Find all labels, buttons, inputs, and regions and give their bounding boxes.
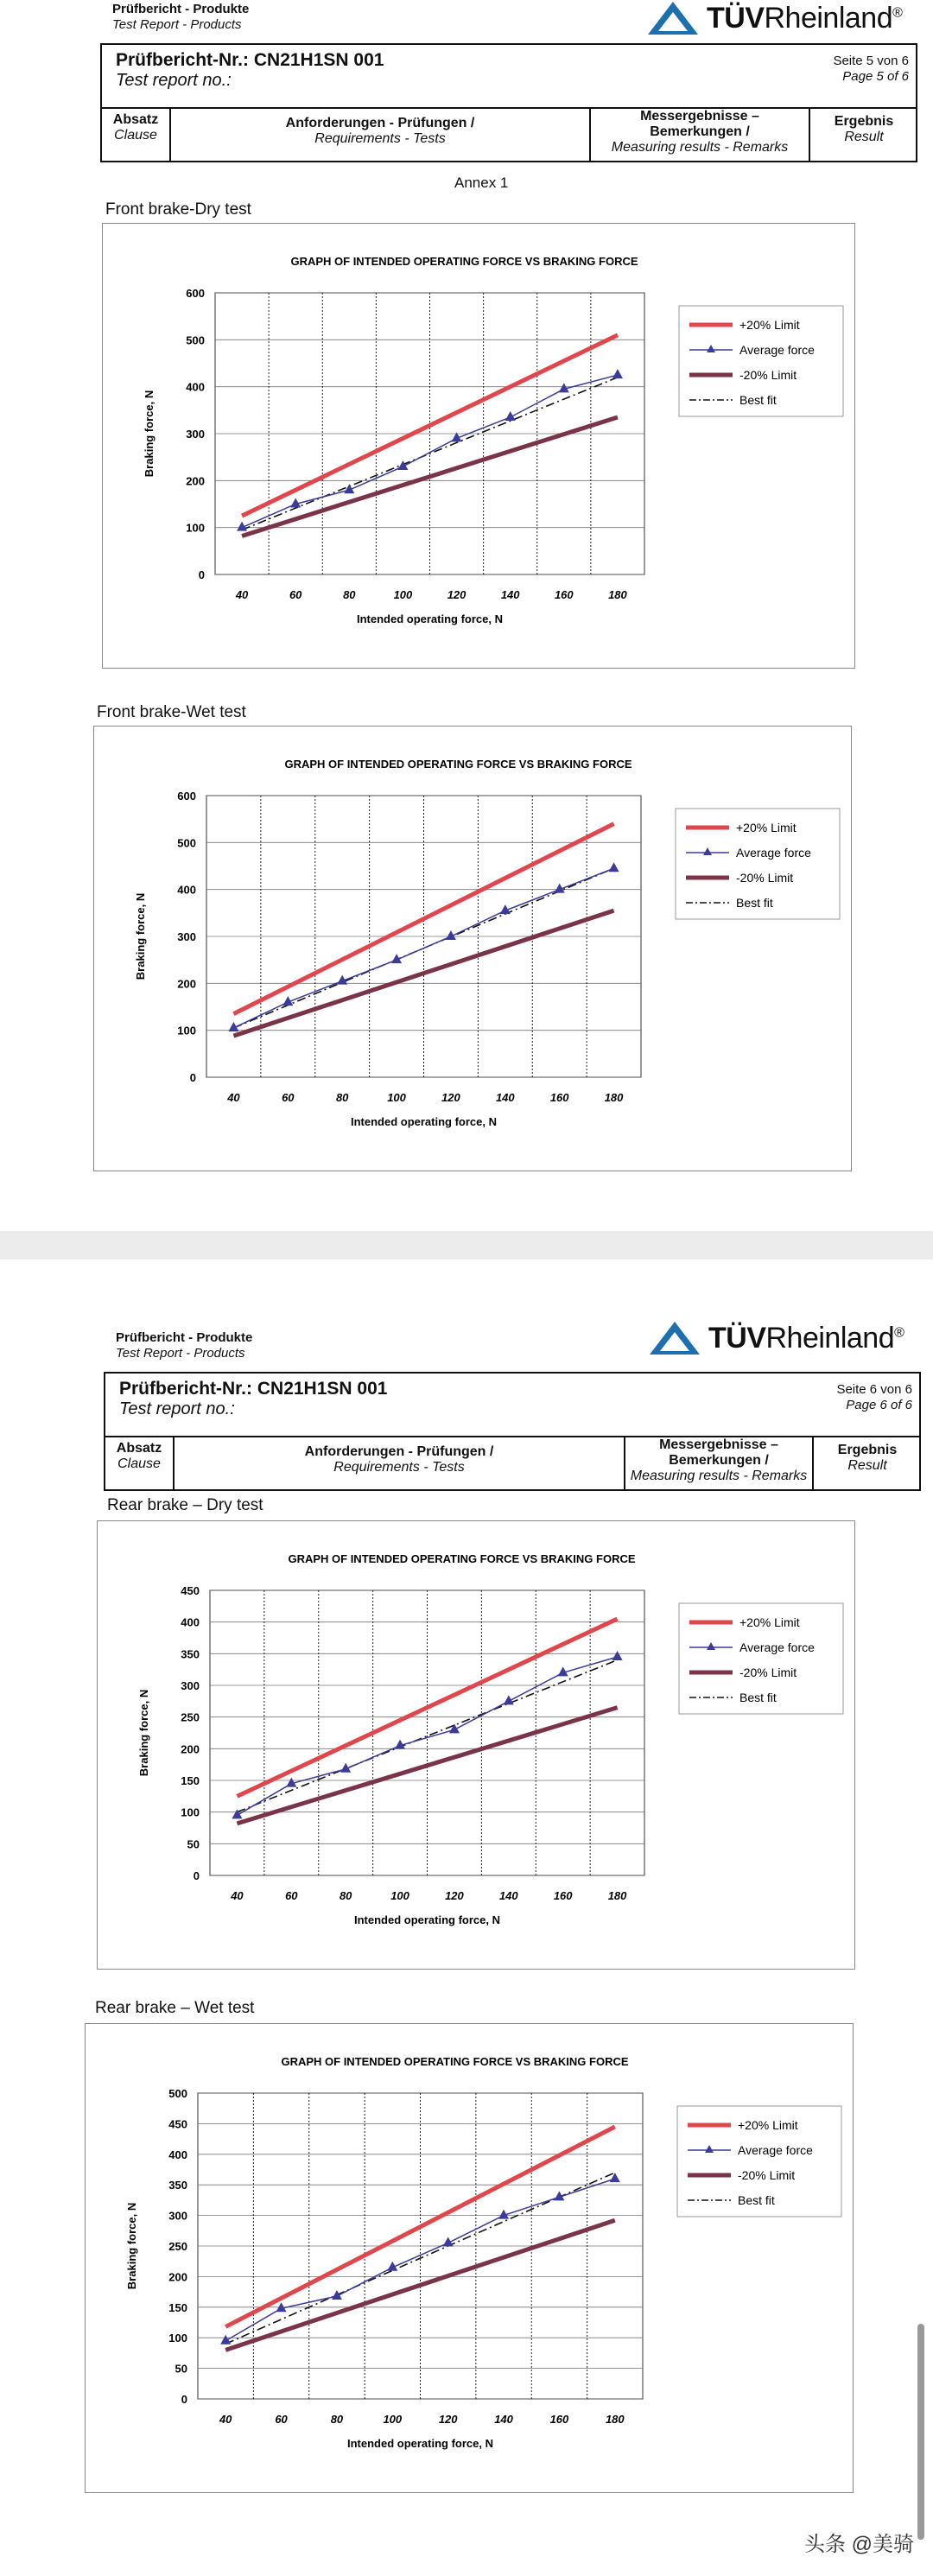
y-tick-label: 400	[177, 883, 196, 897]
measuring-de2: Bemerkungen /	[650, 124, 750, 139]
x-tick-label: 140	[498, 1889, 518, 1902]
x-tick-label: 120	[441, 1091, 460, 1104]
result-header	[810, 114, 917, 145]
legend-label: -20% Limit	[739, 1666, 797, 1679]
average-force-point	[612, 1651, 623, 1660]
y-tick-label: 350	[168, 2179, 187, 2192]
chart-svg	[94, 726, 853, 1172]
tuv-triangle-icon	[648, 1320, 701, 1356]
x-tick-label: 100	[383, 2413, 403, 2426]
chart-rear-wet	[85, 2023, 854, 2493]
x-tick-label: 40	[231, 1889, 244, 1902]
y-axis-label: Braking force, N	[143, 390, 156, 478]
report-type-de: Prüfbericht - Produkte	[112, 2, 250, 16]
result-de: Ergebnis	[834, 114, 894, 129]
x-tick-label: 80	[330, 2413, 344, 2426]
page-number-en: Page 5 of 6	[842, 69, 909, 84]
y-tick-label: 0	[181, 2393, 187, 2406]
x-tick-label: 180	[604, 1091, 624, 1104]
requirements-de: Anforderungen - Prüfungen /	[285, 116, 475, 130]
measuring-en: Measuring results - Remarks	[630, 1469, 808, 1483]
x-tick-label: 160	[553, 1889, 573, 1902]
clause-header	[105, 1441, 173, 1472]
requirements-header	[171, 116, 589, 147]
legend-label: Best fit	[739, 1691, 777, 1704]
y-tick-label: 500	[177, 836, 196, 850]
x-tick-label: 180	[605, 2413, 625, 2426]
y-tick-label: 300	[186, 428, 205, 441]
y-tick-label: 100	[177, 1024, 196, 1037]
clause-en: Clause	[117, 1456, 161, 1471]
legend-label: +20% Limit	[739, 318, 800, 332]
legend-label: Best fit	[739, 393, 777, 407]
page-number-en: Page 6 of 6	[846, 1398, 912, 1412]
legend-label: +20% Limit	[739, 1615, 800, 1629]
section-title-front-wet: Front brake-Wet test	[97, 703, 246, 721]
section-title-rear-dry: Rear brake – Dry test	[107, 1496, 263, 1514]
average-force-point	[612, 369, 623, 378]
tuv-logo-rest: Rheinland	[765, 1321, 895, 1355]
measuring-en: Measuring results - Remarks	[611, 140, 789, 155]
y-tick-label: 50	[175, 2362, 187, 2376]
report-type-de: Prüfbericht - Produkte	[116, 1330, 253, 1345]
chart-title: GRAPH OF INTENDED OPERATING FORCE VS BRAKING FORCE	[290, 255, 638, 268]
y-tick-label: 450	[168, 2117, 187, 2131]
y-tick-label: 400	[181, 1615, 200, 1629]
result-de: Ergebnis	[837, 1443, 898, 1457]
y-tick-label: 150	[181, 1774, 200, 1787]
y-tick-label: 200	[177, 977, 196, 991]
column-header-row	[102, 107, 916, 161]
chart-rear-dry	[97, 1520, 855, 1970]
page-number-de: Seite 5 von 6	[833, 54, 909, 68]
x-tick-label: 60	[275, 2413, 288, 2426]
report-header-table	[100, 43, 917, 162]
chart-front-wet	[93, 726, 852, 1171]
x-tick-label: 160	[549, 2413, 569, 2426]
tuv-logo-text	[707, 2, 902, 35]
x-tick-label: 160	[554, 588, 574, 601]
measuring-header	[625, 1437, 812, 1484]
measuring-de1: Messergebnisse –	[640, 109, 759, 124]
report-number-label: Prüfbericht-Nr.:	[116, 50, 250, 70]
report-number	[116, 50, 384, 71]
y-tick-label: 300	[168, 2209, 187, 2223]
tuv-triangle-icon	[646, 0, 700, 36]
measuring-header	[591, 109, 809, 155]
y-tick-label: 250	[181, 1710, 200, 1724]
tuv-logo	[648, 1320, 904, 1356]
measuring-de1: Messergebnisse –	[659, 1437, 778, 1452]
x-tick-label: 40	[227, 1091, 240, 1104]
x-axis-label: Intended operating force, N	[353, 1913, 501, 1926]
legend-label: -20% Limit	[738, 2168, 796, 2182]
x-tick-label: 180	[607, 1889, 627, 1902]
y-tick-label: 150	[168, 2300, 187, 2314]
y-tick-label: 0	[193, 1869, 200, 1882]
legend-label: +20% Limit	[738, 2118, 798, 2132]
x-tick-label: 180	[608, 588, 627, 601]
legend-label: Average force	[739, 1640, 815, 1654]
chart-svg	[103, 224, 856, 669]
tuv-logo-rest: Rheinland	[764, 1, 893, 35]
report-page-5	[0, 0, 933, 1231]
chart-title: GRAPH OF INTENDED OPERATING FORCE VS BRAKING FORCE	[288, 1552, 636, 1565]
y-axis-label: Braking force, N	[134, 892, 147, 980]
y-tick-label: 100	[181, 1805, 200, 1819]
report-number-label: Prüfbericht-Nr.:	[119, 1379, 253, 1399]
column-header-row	[105, 1436, 919, 1489]
requirements-en: Requirements - Tests	[333, 1460, 465, 1475]
clause-de: Absatz	[112, 112, 159, 127]
y-tick-label: 0	[189, 1071, 196, 1084]
average-force-point	[220, 2335, 231, 2344]
report-number-value: CN21H1SN 001	[257, 1379, 388, 1399]
result-en: Result	[847, 1458, 887, 1473]
tuv-logo-text	[708, 1322, 904, 1355]
tuv-logo-bold: TÜV	[707, 1, 765, 35]
result-header	[814, 1443, 921, 1474]
y-tick-label: 0	[198, 568, 205, 581]
x-axis-label: Intended operating force, N	[350, 1115, 498, 1128]
page-number-de: Seite 6 von 6	[836, 1382, 912, 1397]
chart-front-dry	[102, 223, 855, 669]
clause-en: Clause	[114, 128, 157, 143]
legend-label: Best fit	[738, 2193, 775, 2207]
average-force-point	[609, 862, 619, 872]
y-axis-label: Braking force, N	[125, 2202, 138, 2290]
y-tick-label: 500	[186, 333, 205, 347]
legend-label: -20% Limit	[739, 368, 797, 382]
report-page-6	[0, 1259, 933, 2576]
report-type-en: Test Report - Products	[112, 17, 242, 32]
chart-title: GRAPH OF INTENDED OPERATING FORCE VS BRAKING FORCE	[281, 2055, 629, 2068]
y-tick-label: 200	[168, 2270, 187, 2284]
measuring-de2: Bemerkungen /	[669, 1453, 769, 1468]
y-tick-label: 500	[168, 2087, 187, 2100]
x-axis-label: Intended operating force, N	[346, 2437, 494, 2450]
requirements-header	[175, 1444, 624, 1475]
x-tick-label: 140	[494, 2413, 513, 2426]
tuv-logo	[646, 0, 902, 36]
y-tick-label: 600	[177, 790, 196, 803]
tuv-logo-reg: ®	[894, 1325, 904, 1341]
page-number	[836, 1382, 912, 1413]
x-tick-label: 80	[339, 1889, 352, 1902]
y-tick-label: 350	[181, 1647, 200, 1661]
report-number-label-en: Test report no.:	[116, 71, 232, 90]
x-tick-label: 120	[445, 1889, 464, 1902]
section-title-rear-wet: Rear brake – Wet test	[95, 1999, 255, 2017]
report-header-table	[104, 1372, 921, 1491]
y-tick-label: 300	[177, 930, 196, 943]
x-axis-label: Intended operating force, N	[356, 612, 504, 625]
chart-svg	[98, 1521, 856, 1970]
x-tick-label: 120	[447, 588, 466, 601]
x-tick-label: 80	[335, 1091, 349, 1104]
report-number-value: CN21H1SN 001	[253, 50, 384, 70]
clause-de: Absatz	[116, 1441, 162, 1456]
y-tick-label: 600	[186, 287, 205, 300]
x-tick-label: 160	[549, 1091, 569, 1104]
tuv-logo-reg: ®	[892, 5, 903, 21]
result-en: Result	[844, 130, 884, 144]
chart-title: GRAPH OF INTENDED OPERATING FORCE VS BRAKING FORCE	[284, 758, 632, 771]
x-tick-label: 100	[387, 1091, 406, 1104]
legend-label: Best fit	[736, 896, 773, 910]
x-tick-label: 60	[289, 588, 302, 601]
x-tick-label: 60	[282, 1091, 295, 1104]
scrollbar[interactable]	[917, 2324, 924, 2540]
page-gap	[0, 1231, 933, 1259]
y-tick-label: 100	[168, 2332, 187, 2345]
clause-header	[102, 112, 169, 143]
x-tick-label: 100	[390, 1889, 409, 1902]
report-type	[116, 1330, 252, 1361]
requirements-en: Requirements - Tests	[314, 131, 446, 146]
y-tick-label: 300	[181, 1679, 200, 1692]
x-tick-label: 100	[393, 588, 413, 601]
report-number-row	[105, 1374, 919, 1437]
legend-label: Average force	[738, 2143, 813, 2157]
x-tick-label: 40	[235, 588, 249, 601]
x-tick-label: 40	[219, 2413, 232, 2426]
report-number	[119, 1379, 387, 1399]
page-number	[833, 54, 909, 85]
x-tick-label: 140	[500, 588, 520, 601]
legend-label: Average force	[736, 846, 811, 860]
y-tick-label: 100	[186, 521, 205, 535]
watermark: 头条 @美骑	[803, 2533, 914, 2556]
requirements-de: Anforderungen - Prüfungen /	[304, 1444, 494, 1459]
section-title-front-dry: Front brake-Dry test	[105, 200, 251, 219]
y-tick-label: 50	[187, 1837, 200, 1851]
legend-label: Average force	[739, 343, 815, 357]
annex-label: Annex 1	[454, 174, 509, 191]
report-number-label-en: Test report no.:	[119, 1399, 235, 1418]
report-type	[112, 2, 249, 33]
y-tick-label: 400	[168, 2148, 187, 2161]
y-axis-label: Braking force, N	[137, 1689, 150, 1777]
chart-svg	[86, 2024, 854, 2494]
upper-limit-line	[237, 1619, 617, 1796]
x-tick-label: 60	[285, 1889, 298, 1902]
tuv-logo-bold: TÜV	[708, 1321, 766, 1355]
legend-label: -20% Limit	[736, 871, 794, 885]
y-tick-label: 450	[181, 1584, 200, 1597]
x-tick-label: 140	[495, 1091, 515, 1104]
y-tick-label: 200	[181, 1742, 200, 1756]
legend-label: +20% Limit	[736, 821, 797, 834]
report-type-en: Test Report - Products	[116, 1346, 245, 1361]
x-tick-label: 120	[438, 2413, 458, 2426]
y-tick-label: 200	[186, 474, 205, 488]
x-tick-label: 80	[343, 588, 356, 601]
report-number-row	[102, 45, 916, 109]
y-tick-label: 250	[168, 2240, 187, 2253]
y-tick-label: 400	[186, 380, 205, 394]
